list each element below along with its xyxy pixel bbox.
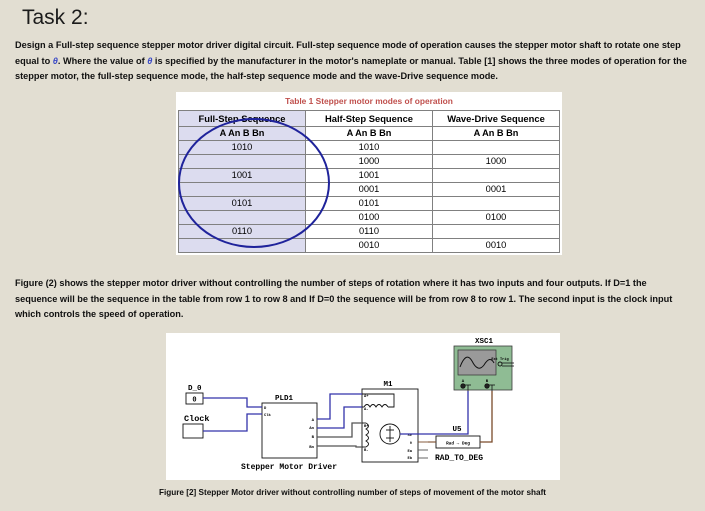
cell-full-step (179, 239, 306, 253)
cell-full-step: 1001 (179, 169, 306, 183)
table-row (179, 197, 560, 211)
modes-table-container (176, 92, 562, 255)
scope-channel-b-terminal (485, 384, 489, 388)
converter-ref-label: U5 (452, 426, 462, 434)
cell-full-step: 0101 (179, 197, 306, 211)
cell-full-step (179, 155, 306, 169)
cell-half-step: 1001 (306, 169, 433, 183)
pld-caption-label: Stepper Motor Driver (240, 463, 338, 472)
subheader-half-step: A An B Bn (306, 127, 433, 141)
scope-channel-b-label: B (485, 380, 489, 384)
cell-wave-drive: 0001 (433, 183, 560, 197)
motor-pin-aplus-label: A+ (364, 395, 369, 399)
intro-part-c: is specified by the manufacturer in the motor's nameplate or manual. Table [1] shows the three modes of operation for the stepper motor, the full-step sequence mode, the half-step sequence mode and the wave-Drive sequence mode. (15, 55, 687, 81)
cell-full-step (179, 183, 306, 197)
table-row (179, 225, 560, 239)
cell-half-step: 0010 (306, 239, 433, 253)
motor-pin-bplus-label: B+ (364, 425, 369, 429)
cell-full-step: 0110 (179, 225, 306, 239)
cell-half-step: 0101 (306, 197, 433, 211)
input-d-label: D_0 (188, 385, 202, 393)
cell-half-step: 0001 (306, 183, 433, 197)
intro-part-a: Design a Full-step sequence stepper motor driver digital circuit. Full-step sequence mode of operation causes the stepper motor shaft to rotate one step equal to (15, 40, 681, 66)
cell-half-step: 0110 (306, 225, 433, 239)
cell-wave-drive: 1000 (433, 155, 560, 169)
scope-channel-a-label: A (461, 380, 465, 384)
figure-caption: Figure [2] Stepper Motor driver without controlling number of steps of movement of the motor shaft (158, 488, 547, 497)
motor-pin-ea-label: Ea (407, 450, 412, 454)
cell-wave-drive (433, 197, 560, 211)
table-caption: Table 1 Stepper motor modes of operation (176, 92, 562, 110)
pld-output-an-pin-label: An (309, 427, 314, 431)
pld-ref-label: PLD1 (274, 395, 294, 403)
table-row (179, 169, 560, 183)
pld-input-clk-pin-label: Clk (264, 414, 271, 418)
subheader-wave-drive: A An B Bn (433, 127, 560, 141)
table-body (179, 141, 560, 253)
pld-output-bn-pin-label: Bn (309, 446, 314, 450)
pld-output-a-pin-label: A (311, 419, 314, 423)
table-row (179, 211, 560, 225)
motor-pin-aminus-label: A- (364, 408, 369, 412)
motor-pin-eb-label: Eb (407, 457, 412, 461)
table-subheader-row (179, 127, 560, 141)
rad-to-deg-caption: RAD_TO_DEG (434, 454, 484, 463)
cell-half-step: 1000 (306, 155, 433, 169)
cell-full-step: 1010 (179, 141, 306, 155)
cell-wave-drive (433, 141, 560, 155)
subheader-full-step: A An B Bn (179, 127, 306, 141)
column-header-half-step: Half-Step Sequence (306, 111, 433, 127)
table-row (179, 183, 560, 197)
column-header-wave-drive: Wave-Drive Sequence (433, 111, 560, 127)
cell-wave-drive: 0010 (433, 239, 560, 253)
column-header-full-step: Full-Step Sequence (179, 111, 306, 127)
motor-ref-label: M1 (383, 381, 393, 389)
theta-symbol-2: θ (147, 55, 153, 66)
oscilloscope-screen (458, 350, 496, 375)
figure-description-paragraph: Figure (2) shows the stepper motor driver without controlling the number of steps of rotation where it has two inputs and four outputs. If D=1 the sequence will be the sequence in the table from row 1 to row 8 and If D=0 the sequence will be from row 8 to row 1. The second input is the clock input which controls the speed of operation. (15, 278, 673, 319)
circuit-schematic (166, 333, 560, 480)
table-row (179, 239, 560, 253)
circuit-figure (166, 333, 560, 480)
table-header-row (179, 111, 560, 127)
input-clock-label: Clock (184, 414, 210, 424)
cell-half-step: 0100 (306, 211, 433, 225)
rad-to-deg-inner-text: Rad → Deg (446, 441, 470, 447)
ext-trig-label: Ext Trig (491, 358, 509, 362)
table-row (179, 155, 560, 169)
stepper-modes-table (178, 110, 560, 253)
input-d-value: 0 (192, 396, 197, 405)
pld-output-b-pin-label: B (311, 436, 314, 440)
scope-channel-a-terminal (461, 384, 465, 388)
intro-part-b: . Where the value of (57, 55, 148, 66)
cell-wave-drive (433, 225, 560, 239)
input-clock-box[interactable] (183, 424, 203, 438)
theta-symbol-1: θ (52, 55, 58, 66)
cell-full-step (179, 211, 306, 225)
scope-ref-label: XSC1 (474, 338, 494, 346)
motor-pin-bminus-label: B- (364, 449, 369, 453)
table-row (179, 141, 560, 155)
page-title: Task 2: (22, 6, 89, 29)
cell-wave-drive: 0100 (433, 211, 560, 225)
pld-input-d-pin-label: D (264, 407, 267, 411)
motor-pin-theta-label: θ (409, 442, 412, 446)
intro-paragraph (15, 38, 691, 85)
cell-half-step: 1010 (306, 141, 433, 155)
motor-pin-se-label: Se (407, 434, 412, 438)
cell-wave-drive (433, 169, 560, 183)
